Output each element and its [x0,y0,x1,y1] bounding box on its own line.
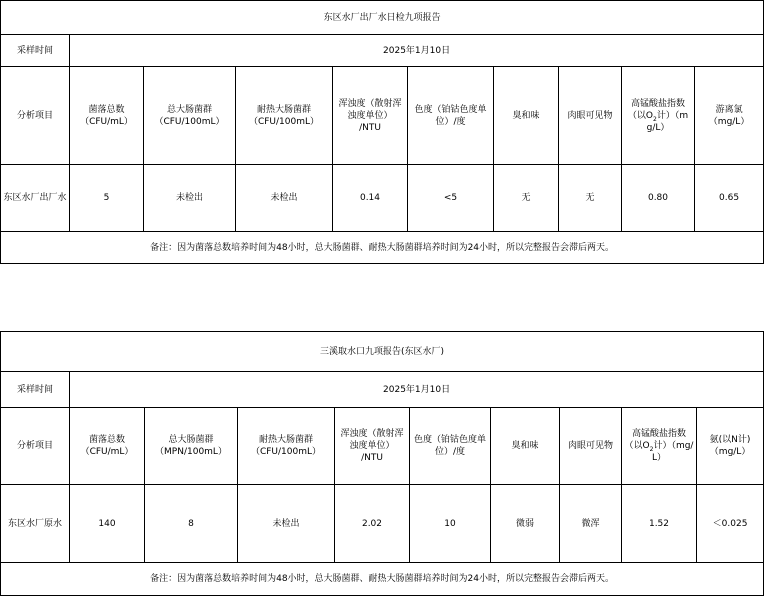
value-thermotolerant-coliform: 未检出 [236,165,333,232]
header-total-coliform: 总大肠菌群 （MPN/100mL） [145,408,238,485]
remark-note: 备注：因为菌落总数培养时间为48小时，总大肠菌群、耐热大肠菌群培养时间为24小时，所以完整报告会滞后两天。 [1,232,764,264]
header-row [1,408,764,485]
value-total-coliform: 未检出 [144,165,236,232]
remark-note: 备注：因为菌落总数培养时间为48小时，总大肠菌群、耐热大肠菌群培养时间为24小时，所以完整报告会滞后两天。 [1,563,764,596]
header-chroma: 色度（铂钴色度单位）/度 [408,67,494,165]
header-permanganate-index: 高锰酸盐指数 （以$O_2$计）（mg/L） [622,408,697,485]
value-visible-matter: 无 [559,165,622,232]
header-visible-matter: 肉眼可见物 [560,408,622,485]
value-permanganate-index: 0.80 [622,165,695,232]
header-turbidity: 浑浊度（散射浑浊度单位） /NTU [333,67,408,165]
value-total-colony: 5 [70,165,144,232]
sampling-date: 2025年1月10日 [70,372,764,408]
value-free-chlorine: 0.65 [695,165,764,232]
value-ammonia: ＜0.025 [697,485,764,563]
report-table-raw-water-intake [0,331,764,596]
header-total-colony: 菌落总数 （CFU/mL） [70,67,144,165]
value-visible-matter: 微浑 [560,485,622,563]
value-total-coliform: 8 [145,485,238,563]
header-free-chlorine: 游离氯 （mg/L） [695,67,764,165]
value-chroma: 10 [410,485,491,563]
header-row [1,67,764,165]
sampling-time-label: 采样时间 [1,372,70,408]
value-turbidity: 2.02 [335,485,410,563]
header-odor-taste: 臭和味 [491,408,560,485]
analysis-item-label: 分析项目 [1,67,70,165]
header-turbidity: 浑浊度（散射浑浊度单位） /NTU [335,408,410,485]
header-ammonia: 氨(以N计) （mg/L） [697,408,764,485]
sampling-date: 2025年1月10日 [70,35,764,67]
analysis-item-label: 分析项目 [1,408,70,485]
sample-name: 东区水厂出厂水 [1,165,70,232]
header-visible-matter: 肉眼可见物 [559,67,622,165]
header-odor-taste: 臭和味 [494,67,559,165]
value-total-colony: 140 [70,485,145,563]
table-row [1,165,764,232]
report-title: 东区水厂出厂水日检九项报告 [1,1,764,35]
header-thermotolerant-coliform: 耐热大肠菌群 （CFU/100mL） [236,67,333,165]
value-thermotolerant-coliform: 未检出 [238,485,335,563]
header-chroma: 色度（铂钴色度单位）/度 [410,408,491,485]
header-total-coliform: 总大肠菌群 （CFU/100mL） [144,67,236,165]
value-odor-taste: 微弱 [491,485,560,563]
value-odor-taste: 无 [494,165,559,232]
value-chroma: <5 [408,165,494,232]
sample-name: 东区水厂原水 [1,485,70,563]
report-title: 三溪取水口九项报告(东区水厂) [1,332,764,372]
report-table-finished-water [0,0,764,264]
value-turbidity: 0.14 [333,165,408,232]
header-thermotolerant-coliform: 耐热大肠菌群 （CFU/100mL） [238,408,335,485]
sampling-time-label: 采样时间 [1,35,70,67]
header-total-colony: 菌落总数 （CFU/mL） [70,408,145,485]
value-permanganate-index: 1.52 [622,485,697,563]
header-permanganate-index: 高锰酸盐指数 （以$O_2$计）（mg/L） [622,67,695,165]
table-row [1,485,764,563]
